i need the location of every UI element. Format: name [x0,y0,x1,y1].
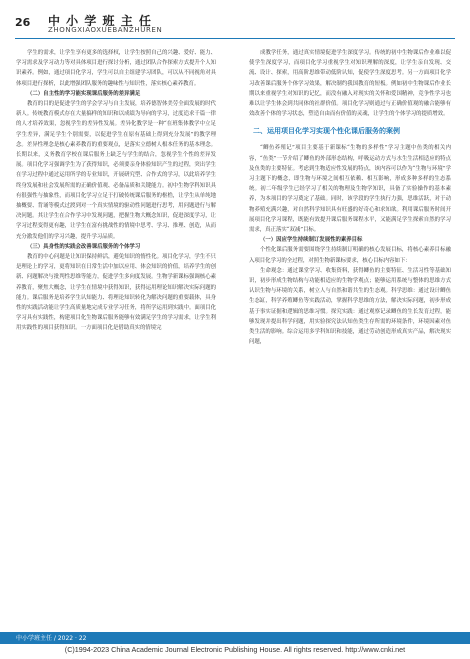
section-heading: 二、运用项目化学习实现个性化课后服务的案例 [253,127,400,136]
header-divider [15,38,455,39]
left-paragraph-1: 学生的需求，让学生享有更多的选择权，让学生按照自己的兴趣、爱好、能力、学习需求及学习动力等对具体项目进行探讨分析，通过团队合作探索方式提升个人知识素养。例如，通过项目化学习，学生可以自主组建学习团队，可以从不同视角对具体项目进行探析，以此增强团队服务的趣味性与知识性，落实核心素养教育。 [16,50,216,87]
right-paragraph-4: 生命观念：通过课堂学习、收集资料，获得鲫鱼的主要特征、生活习性等基础知识，初步形成生物结构与功能相适应的生物学观点；能够运用系统与整体的思维方式认识生物与环境的关系，树立人与自然和谐共生的生态观。科学思维：通过设计鲫鱼生态缸，科学养殖鲫鱼等实践活动，掌握科学思维的方法，解决实际问题，初步形成基于事实证据和逻辑的思维习惯。探究实践：通过观察记录鲫鱼的生长发育过程，能够发现并提出科学问题，用实验探究法认知鱼类生存所需的环境条件，环境因素对鱼类生活的影响。综合运用多学科知识和技能，通过劳动创造形成真实产品，解决现实问题， [249,267,451,346]
right-paragraph-1: 成教学任务，通过真实情境促进学生深度学习。传统的初中生物课后作业难以促使学生深度学习，而项目化学习重视学生对知识理解的深度，让学生亲自发现、交流、设计、探索，用高阶思维带动低阶认知，促使学生深度思考。另一方面项目化学习改善课后服务个体学习效果，解决制约我国教育的短板。例如初中生物课后作业长期以来重视学生对知识的记忆，而没有融入对现实的关怀和爱国精神，竞争性学习也难以让学生体会到共同体的社群价值。项目化学习则通过与正确价值观的融合能够有效改善个体的学习状态，塑造自由而有价值的灵魂，让学生的个体学习的提质增效。 [249,50,451,118]
journal-title: 中 小 学 班 主 任 [48,14,152,28]
subheading-3: （三）具身性的实践会改善课后服务的个体学习 [27,243,141,250]
subheading-2: （二）自主性的学习能实现课后服务的差异满足 [27,90,141,97]
right-paragraph-2: “鲫鱼养殖记”项目主要基于新课标“生物的多样性”学习主题中鱼类的相关内容，“鱼类”一节介绍了鲫鱼的外部形态结构，呼吸运动方式与水生生活相适应的特点及鱼类的主要特征。考虑到生物适应性发展的特点，该内容可以作为“生物与环境”学习主题下的概念，即生物与环境之间相互依赖、相互影响，形成多种多样的生态系统。初二年级学生已经学习了相关的物理及生物学知识，具备了实验操作的基本素养，为本项目的学习奠定了基础。同时，该学段的学生执行力强，思维活跃，对于动物养殖充满兴趣，对自然科学知识具有旺盛的好奇心和求知欲。利用课后服务时间开展项目化学习课程，既能有效提升课后服务课程水平，又能满足学生探索自然的学习需求，真正落实“双减”目标。 [249,145,451,234]
copyright-line: (C)1994-2023 China Academic Journal Electronic Publishing House. All rights reserved. http://www.cnki.net [64,645,406,654]
right-column [249,48,451,347]
right-paragraph-3: 个性化课后服务需要围绕学生持续制订明确的核心发展目标，将核心素养目标融入项目化学习的全过程，对照生物新课标要求，核心目标内容如下： [249,247,451,264]
left-paragraph-2: 教育的目的是促进学生的学会学习与自主发展，培养德智体美劳全面发展的时代新人。传统教育模式存在大量搞样的知识和以成绩为导向的学习，过度追求千篇一律的人才培养效果，忽视学生的差异性发展。差异化教学是一种“在班集体教学中立足学生差异，满足学生个别需要，以促进学生在原有基础上得到充分发展”的教学理念。差异性理念是核心素养教育的重要观点，是落实立德树人根本任务的基本理念。长期以来，义务教育学校在课后服务上缺乏与学生的结合，忽视学生个性的差异发展。项目化学习强调学生为了获得知识，必须要亲身体验知识产生的过程，突出学生在学习过程中通过运用所学的专业知识，开展研究型、合作式的学习，以此培养学生终身发展和社会发展所需的正确价值观、必备品质和关键能力。初中生物学科知识具有很强性与抽象性，而项目化学习立足于打破传统课后服务的枢梏，让学生从单纯地抽概要、背诵等模式过渡到对一个真实情境的驱动性问题进行思考，用问题进行与解决问题。其让学生在合作学习中发现问题，把握生物大概念知识，促进深度学习，让学习过程变得更有趣，让学生在富有挑战性的情境中思考、学习、推理、创造，从而充分激发他们的学习兴趣，提升学习品质。 [16,101,216,240]
left-paragraph-3: 教育的中心问题是让知识保持鲜活，避免知识的惰性化。项目化学习，学生不只是理论上的学习，更将知识在日常生活中加以应用、体会知识的价值，培养学生的创新、问题解决与批判性思维等能力，促进学生多向度发展。生物学新课标强调核心素养教育，聚焦大概念，让学生在情境中获得知识，获得运用理论知识解决实际问题的能力。课后服务是培养学生认知能力、将理论知识转化为解决问题的重要载体，具身性的实践活动能让学生高质量地完成专业学习任务，将所学运用到实践中。面项目化学习具有实践性，构建项目化生物课后服务能够有效满足学生的学习需求，让学生利用实践性的项目获得知识。一方面项目化是借助真实的情境完 [16,254,216,332]
journal-pinyin-title: ZHONGXIAOXUEBANZHUREN [48,26,163,34]
footer-journal-issue: 中小学班主任 / 2022 · 22 [16,635,87,642]
subheading-right-1: （一）因应学生持续制订发展性的素养目标 [260,237,363,244]
left-column [16,48,216,334]
page-number: 26 [15,16,31,29]
